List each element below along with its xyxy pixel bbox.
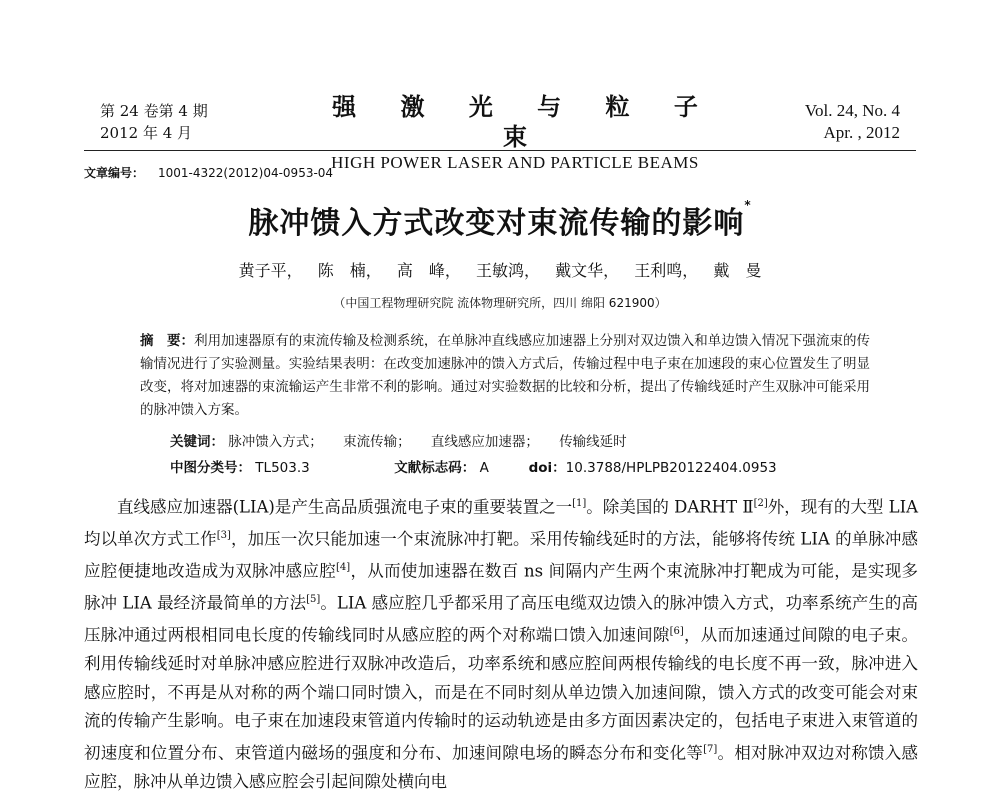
citation-ref: [2] — [753, 498, 768, 509]
title-footnote-mark: * — [744, 198, 752, 212]
keyword: 传输线延时 — [559, 434, 627, 450]
article-number-label: 文章编号： — [84, 166, 145, 180]
clc-label: 中图分类号： — [170, 460, 251, 476]
citation-ref: [1] — [572, 498, 587, 509]
doi-label: doi： — [528, 460, 566, 476]
author: 陈 楠， — [317, 261, 382, 280]
header-rule — [84, 150, 916, 151]
keyword: 束流传输； — [343, 434, 411, 450]
author-list — [0, 258, 1000, 281]
paper-title-text: 脉冲馈入方式改变对束流传输的影响 — [248, 206, 745, 241]
citation-ref: [4] — [336, 562, 351, 573]
affiliation: （中国工程物理研究院 流体物理研究所，四川 绵阳 621900） — [333, 296, 667, 310]
body-text: 。LIA 感应腔几乎都采用了高压电缆双边馈入的脉冲馈入方式，功率系统产生的高压脉冲通过两根相同电长度的传输线同时从感应腔的两个对称端口馈入加速间隙 — [84, 593, 918, 645]
body-text: ，从而加速通过间隙的电子束。利用传输线延时对单脉冲感应腔进行双脉冲改造后，功率系统和感应腔间两根传输线的电长度不再一致，脉冲进入感应腔时，不再是从对称的两个端口同时馈入，而是在不同时刻从单边馈入加速间隙，馈入方式的改变可能会对束流的传输产生影响。电子束在加速段束管道内传输时的运动轨迹是由多方面因素决定的，包括电子束进入束管道的初速度和位置分布、束管道内磁场的强度和分布、加速间隙电场的瞬态分布和变化等 — [84, 625, 919, 762]
citation-ref: [7] — [703, 743, 718, 755]
paper-title — [0, 198, 1000, 242]
body-text: 外，现有的大型 LIA 均以单次方式工作 — [84, 497, 919, 549]
author: 王敏鸿， — [475, 261, 540, 280]
author: 王利鸣， — [634, 261, 699, 280]
clc-value: TL503.3 — [255, 460, 310, 476]
article-number-value: 1001-4322(2012)04-0953-04 — [158, 166, 334, 180]
body-text: 。相对脉冲双边对称馈入感应腔，脉冲从单边馈入感应腔会引起间隙处横向电 — [84, 743, 919, 791]
body-text: 。除美国的 DARHT Ⅱ — [586, 497, 754, 517]
citation-ref: [6] — [669, 626, 684, 637]
citation-ref: [5] — [306, 594, 321, 605]
author: 黄子平， — [238, 261, 303, 280]
keywords — [170, 430, 643, 450]
volume-issue: 第 24 卷第 4 期 — [100, 102, 208, 120]
date-en: Apr. , 2012 — [823, 123, 900, 142]
abstract-label: 摘 要： — [140, 333, 195, 349]
body-paragraph — [84, 490, 918, 796]
author: 戴文华， — [555, 261, 620, 280]
journal-name-cn: 强 激 光 与 粒 子 束 — [332, 92, 716, 151]
abstract — [140, 330, 870, 422]
volume-en: Vol. 24, No. 4 — [804, 101, 900, 120]
header-left — [100, 100, 208, 144]
keyword: 直线感应加速器； — [430, 434, 539, 450]
journal-name-en: HIGH POWER LASER AND PARTICLE BEAMS — [331, 153, 699, 172]
body-text: 直线感应加速器(LIA)是产生高品质强流电子束的重要装置之一 — [117, 497, 573, 517]
article-number — [84, 164, 333, 181]
doi-value: 10.3788/HPLPB20122404.0953 — [565, 460, 777, 476]
doc-code-label: 文献标志码： — [394, 460, 476, 476]
body-text: ，加压一次只能加速一个束流脉冲打靶。采用传输线延时的方法，能够将传统 LIA 的单脉冲感应腔便捷地改造成为双脉冲感应腔 — [84, 529, 918, 581]
header-journal — [300, 92, 730, 174]
abstract-text: 利用加速器原有的束流传输及检测系统，在单脉冲直线感应加速器上分别对双边馈入和单边馈入情况下强流束的传输情况进行了实验测量。实验结果表明：在改变加速脉冲的馈入方式后，传输过程中电子束在加速段的束心位置发生了明显改变，将对加速器的束流输运产生非常不利的影响。通过对实验数据的比较和分析，提出了传输线延时产生双脉冲可能采用的脉冲馈入方案。 — [140, 333, 871, 418]
classification-row — [170, 456, 777, 476]
date-cn: 2012 年 4 月 — [100, 124, 193, 142]
author: 戴 曼 — [713, 261, 762, 280]
doc-code-value: A — [479, 460, 489, 476]
citation-ref: [3] — [216, 530, 231, 541]
body-text: ，从而使加速器在数百 ns 间隔内产生两个束流脉冲打靶成为可能，是实现多脉冲 LIA 最经济最简单的方法 — [84, 561, 918, 613]
author: 高 峰， — [396, 261, 461, 280]
header-right — [805, 100, 900, 144]
keyword: 脉冲馈入方式； — [228, 434, 323, 450]
keywords-label: 关键词： — [170, 434, 224, 450]
